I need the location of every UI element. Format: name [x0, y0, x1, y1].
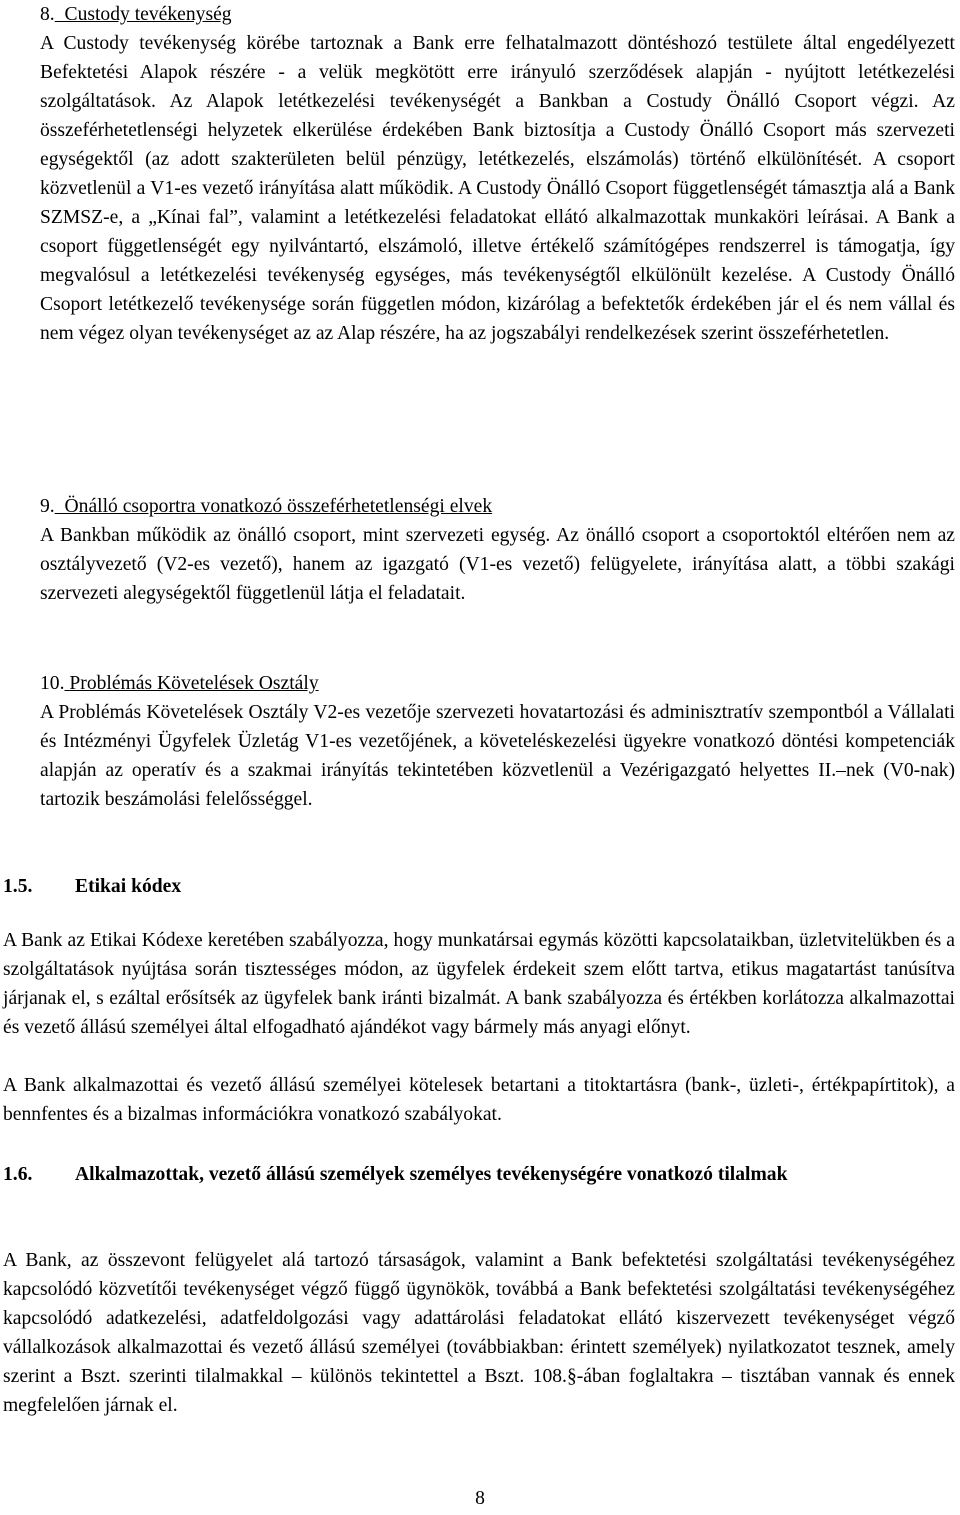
section-9-title: Önálló csoportra vonatkozó összeférhetetlenségi elvek	[64, 496, 493, 517]
section-1-5-number: 1.5.	[3, 876, 33, 897]
section-10-heading-text	[40, 673, 319, 694]
section-1-6-title: Alkalmazottak, vezető állású személyek személyes tevékenységére vonatkozó tilalmak	[75, 1164, 788, 1185]
section-8-heading	[40, 0, 955, 29]
section-1-6-paragraph: A Bank, az összevont felügyelet alá tartozó társaságok, valamint a Bank befektetési szolgáltatási tevékenységéhez kapcsolódó közvetítői tevékenységet végző függő ügynökök, továbbá a Bank befektetési szolgáltatási tevékenységéhez kapcsolódó adatkezelési, adatfeldolgozási vagy adattárolási feladatokat ellátó kiszervezett tevékenységet végző vállalkozások alkalmazottai és vezető állású személyei (továbbiakban: érintett személyek) nyilatkozatot tesznek, amely szerint a Bszt. szerinti tilalmakkal – különös tekintettel a Bszt. 108.§-ában foglaltakra – tisztában vannak és ennek megfelelően járnak el.	[3, 1250, 955, 1416]
section-1-5-paragraph-2: A Bank alkalmazottai és vezető állású személyei kötelesek betartani a titoktartásra (bank-, üzleti-, értékpapírtitok), a bennfentes és a bizalmas információkra vonatkozó szabályokat.	[3, 1075, 955, 1125]
section-8-heading-text	[40, 4, 232, 25]
section-9-heading	[40, 492, 955, 521]
section-1-5-paragraph-1: A Bank az Etikai Kódexe keretében szabályozza, hogy munkatársai egymás közötti kapcsolataikban, üzletvitelükben és a szolgáltatások nyújtása során tisztességes módon, az ügyfelek érdekeit szem előtt tartva, etikus magatartást tanúsítva járjanak el, s ezáltal erősítsék az ügyfelek bank iránti bizalmát. A bank szabályozza és értékben korlátozza alkalmazottai és vezető állású személyei által elfogadható ajándékot vagy bármely más anyagi előnyt.	[3, 930, 955, 1038]
section-1-6-heading	[3, 1160, 955, 1189]
section-1-5-title: Etikai kódex	[75, 876, 182, 897]
section-10-paragraph: A Problémás Követelések Osztály V2-es vezetője szervezeti hovatartozási és adminisztratív szempontból a Vállalati és Intézményi Ügyfelek Üzletág V1-es vezetőjének, a követeléskezelési ügyekre vonatkozó döntési kompetenciák alapján az operatív és a szakmai irányítás tekintetében közvetlenül a Vezérigazgató helyettes II.–nek (V0-nak) tartozik beszámolási felelősséggel.	[40, 702, 955, 810]
section-10-number: 10.	[40, 673, 65, 694]
section-9-heading-text	[40, 496, 492, 517]
page-number: 8	[475, 1488, 485, 1509]
section-10-heading	[40, 669, 955, 698]
section-1-5-heading	[3, 872, 955, 901]
section-9-number: 9.	[40, 496, 55, 517]
section-8-paragraph: A Custody tevékenység körébe tartoznak a Bank erre felhatalmazott döntéshozó testülete által engedélyezett Befektetési Alapok részére - a velük megkötött erre irányuló szerződések alapján - nyújtott letétkezelési szolgáltatások. Az Alapok letétkezelési tevékenységét a Bankban a Costudy Önálló Csoport végzi. Az összeférhetetlenségi helyzetek elkerülése érdekében Bank biztosítja a Custody Önálló Csoport más szervezeti egységektől (az adott szakterületen belül pénzügy, letétkezelés, elszámolás) történő elkülönítését. A csoport közvetlenül a V1-es vezető irányítása alatt működik. A Custody Önálló Csoport függetlenségét támasztja alá a Bank SZMSZ-e, a „Kínai fal”, valamint a letétkezelési feladatokat ellátó alkalmazottak munkaköri leírásai. A Bank a csoport függetlenségét egy nyilvántartó, elszámoló, illetve értékelő számítógépes rendszerrel is támogatja, így megvalósul a letétkezelési tevékenység egységes, más tevékenységtől elkülönült kezelése. A Custody Önálló Csoport letétkezelő tevékenysége során független módon, kizárólag a befektetők érdekében jár el és nem vállal és nem végez olyan tevékenységet az az Alap részére, ha az jogszabályi rendelkezések szerint összeférhetetlen.	[40, 33, 955, 344]
section-9-paragraph: A Bankban működik az önálló csoport, mint szervezeti egység. Az önálló csoport a csoportoktól eltérően nem az osztályvezető (V2-es vezető), hanem az igazgató (V1-es vezető) felügyelete, irányítása alatt, a többi szakági szervezeti alegységektől függetlenül látja el feladatait.	[40, 525, 955, 604]
section-10-title: Problémás Követelések Osztály	[69, 673, 319, 694]
section-1-6-number: 1.6.	[3, 1164, 33, 1185]
section-8-title: Custody tevékenység	[64, 4, 232, 25]
section-8-number: 8.	[40, 4, 55, 25]
